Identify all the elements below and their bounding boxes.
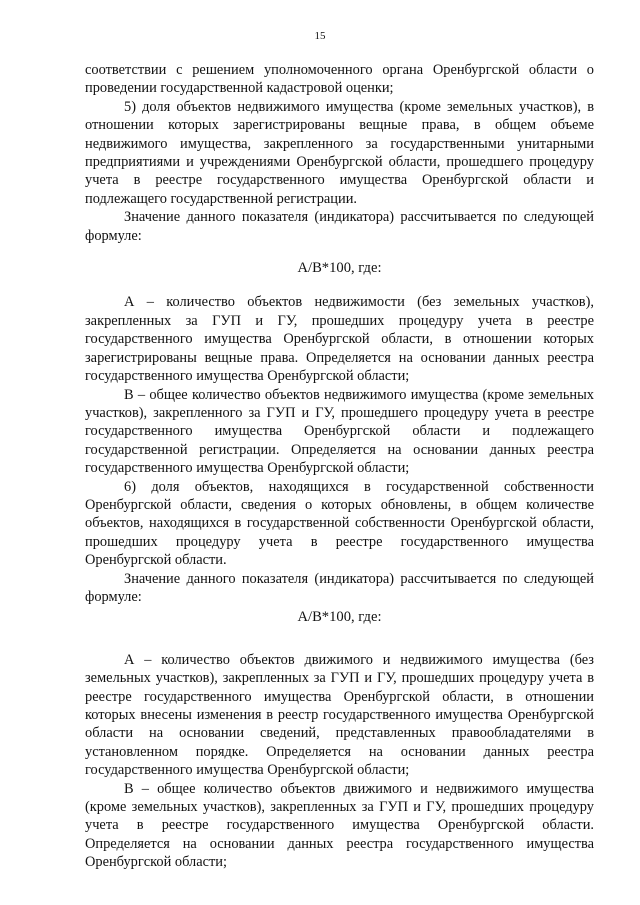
paragraph-definition-b-2: В – общее количество объектов движимого и недвижимого имущества (кроме земельных участков), закрепленных за ГУП и ГУ, прошедших процедуру учета в реестре государственного имущества Оренбургской области. Определяется на основании данных реестра государственного имущества Оренбургской области; <box>85 780 594 871</box>
paragraph-definition-a-2: А – количество объектов движимого и недвижимого имущества (без земельных участков), закрепленных за ГУП и ГУ, прошедших процедуру учета в реестре государственного имущества Оренбургской области, в отношении которых внесены изменения в реестр государственного имущества Оренбургской области на основании сведений, представленных правообладателями в установленном порядке. Определяется на основании данных реестра государственного имущества Оренбургской области; <box>85 651 594 779</box>
paragraph-definition-b-1: В – общее количество объектов недвижимого имущества (кроме земельных участков), закрепленного за ГУП и ГУ, прошедшего процедуру учета в реестре государственного имущества Оренбургской области и подлежащего государственной регистрации. Определяется на основании данных реестра государственного имущества Оренбургской области; <box>85 386 594 477</box>
paragraph-item-6: 6) доля объектов, находящихся в государственной собственности Оренбургской области, сведения о которых обновлены, в общем количестве объектов, находящихся в государственной собственности Оренбургской области, прошедших процедуру учета в реестре государственного имущества Оренбургской области. <box>85 478 594 569</box>
paragraph-formula-intro-2: Значение данного показателя (индикатора) рассчитывается по следующей формуле: <box>85 570 594 605</box>
paragraph-formula-intro-1: Значение данного показателя (индикатора) рассчитывается по следующей формуле: <box>85 209 594 244</box>
paragraph-item-5: 5) доля объектов недвижимого имущества (кроме земельных участков), в отношении которых зарегистрированы вещные права, в общем объеме недвижимого имущества, закрепленного за государственными унитарными предприятиями и учреждениями Оренбургской области, прошедшего процедуру учета в реестре государственного имущества Оренбургской области и подлежащего государственной регистрации. <box>85 98 594 207</box>
paragraph-continuation: соответствии с решением уполномоченного органа Оренбургской области о проведении государственной кадастровой оценки; <box>85 62 594 97</box>
document-body <box>85 61 594 872</box>
formula-2: А/В*100, где: <box>297 609 382 626</box>
paragraph-definition-a-1: А – количество объектов недвижимости (без земельных участков), закрепленных за ГУП и ГУ, прошедших процедуру учета в реестре государственного имущества Оренбургской области, в отношении которых зарегистрированы вещные права. Определяется на основании данных реестра государственного имущества Оренбургской области; <box>85 294 594 385</box>
page-number: 15 <box>314 30 326 42</box>
formula-1: А/В*100, где: <box>297 260 382 277</box>
